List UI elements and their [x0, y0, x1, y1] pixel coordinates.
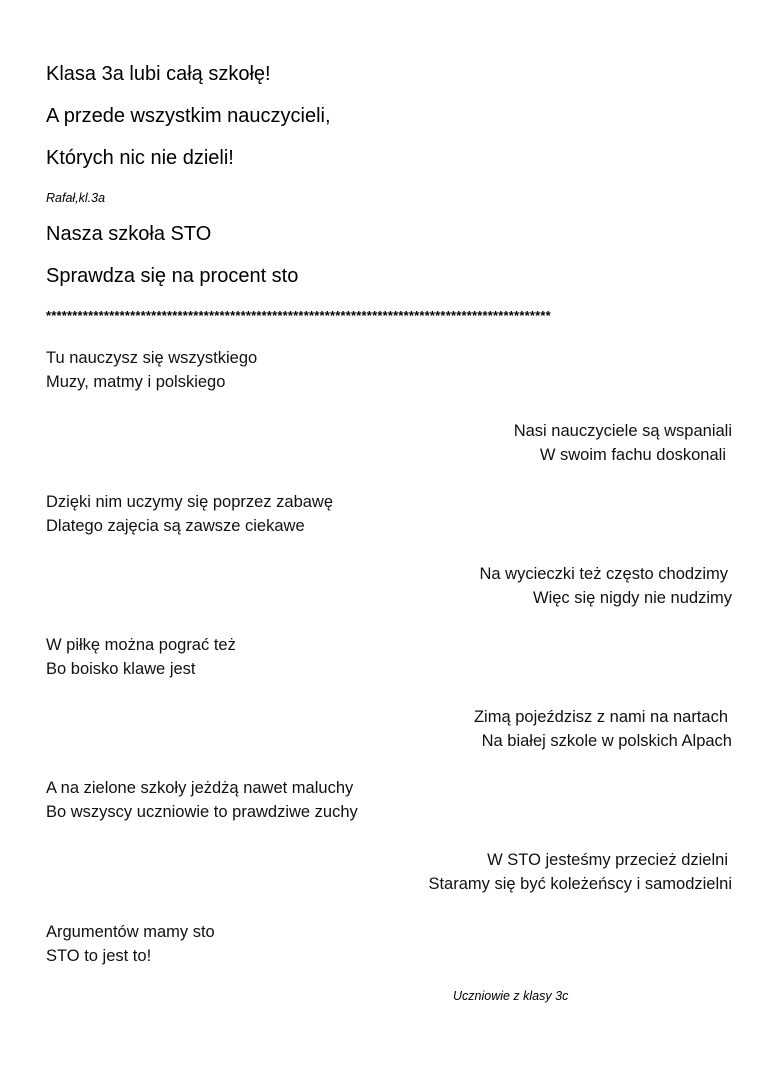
stanza-line: Tu nauczysz się wszystkiego [46, 349, 258, 367]
stanza-line: Więc się nigdy nie nudzimy [533, 589, 732, 607]
stanza-line: Muzy, matmy i polskiego [46, 373, 226, 391]
stanza-9 [46, 920, 215, 968]
stanza-line: Dlatego zajęcia są zawsze ciekawe [46, 517, 305, 535]
stanza-line: W STO jesteśmy przecież dzielni [487, 851, 728, 869]
stanza-line: W swoim fachu doskonali [539, 446, 726, 464]
intro-line-4: Nasza szkoła STO [46, 223, 212, 245]
intro-line-1: Klasa 3a lubi całą szkołę! [46, 63, 271, 85]
stanza-line: STO to jest to! [46, 947, 152, 965]
stanza-line: W piłkę można pograć też [46, 636, 236, 654]
stanza-7 [46, 776, 358, 824]
stanza-line: Dzięki nim uczymy się poprzez zabawę [46, 493, 334, 511]
stanza-1 [46, 346, 257, 394]
stanza-line: Na wycieczki też często chodzimy [479, 565, 728, 583]
stanza-2 [514, 419, 732, 467]
stanza-4 [480, 562, 733, 610]
stanza-line: Bo boisko klawe jest [46, 660, 196, 678]
closing-signature: Uczniowie z klasy 3c [453, 989, 569, 1003]
stanza-line: Argumentów mamy sto [46, 923, 215, 941]
intro-signature: Rafał,kl.3a [46, 191, 106, 205]
stanza-line: Staramy się być koleżeńscy i samodzielni [428, 875, 732, 893]
intro-line-5: Sprawdza się na procent sto [46, 265, 299, 287]
stanza-3 [46, 490, 333, 538]
separator-stars: ************************************************************************************************ [46, 308, 551, 323]
stanza-line: A na zielone szkoły jeżdżą nawet maluchy [46, 779, 354, 797]
stanza-line: Na białej szkole w polskich Alpach [481, 732, 732, 750]
stanza-line: Nasi nauczyciele są wspaniali [513, 422, 732, 440]
stanza-line: Bo wszyscy uczniowie to prawdziwe zuchy [46, 803, 358, 821]
intro-line-2: A przede wszystkim nauczycieli, [46, 105, 331, 127]
stanza-6 [474, 705, 732, 753]
stanza-8 [428, 848, 732, 896]
intro-line-3: Których nic nie dzieli! [46, 147, 234, 169]
stanza-line: Zimą pojeździsz z nami na nartach [473, 708, 728, 726]
stanza-5 [46, 633, 236, 681]
